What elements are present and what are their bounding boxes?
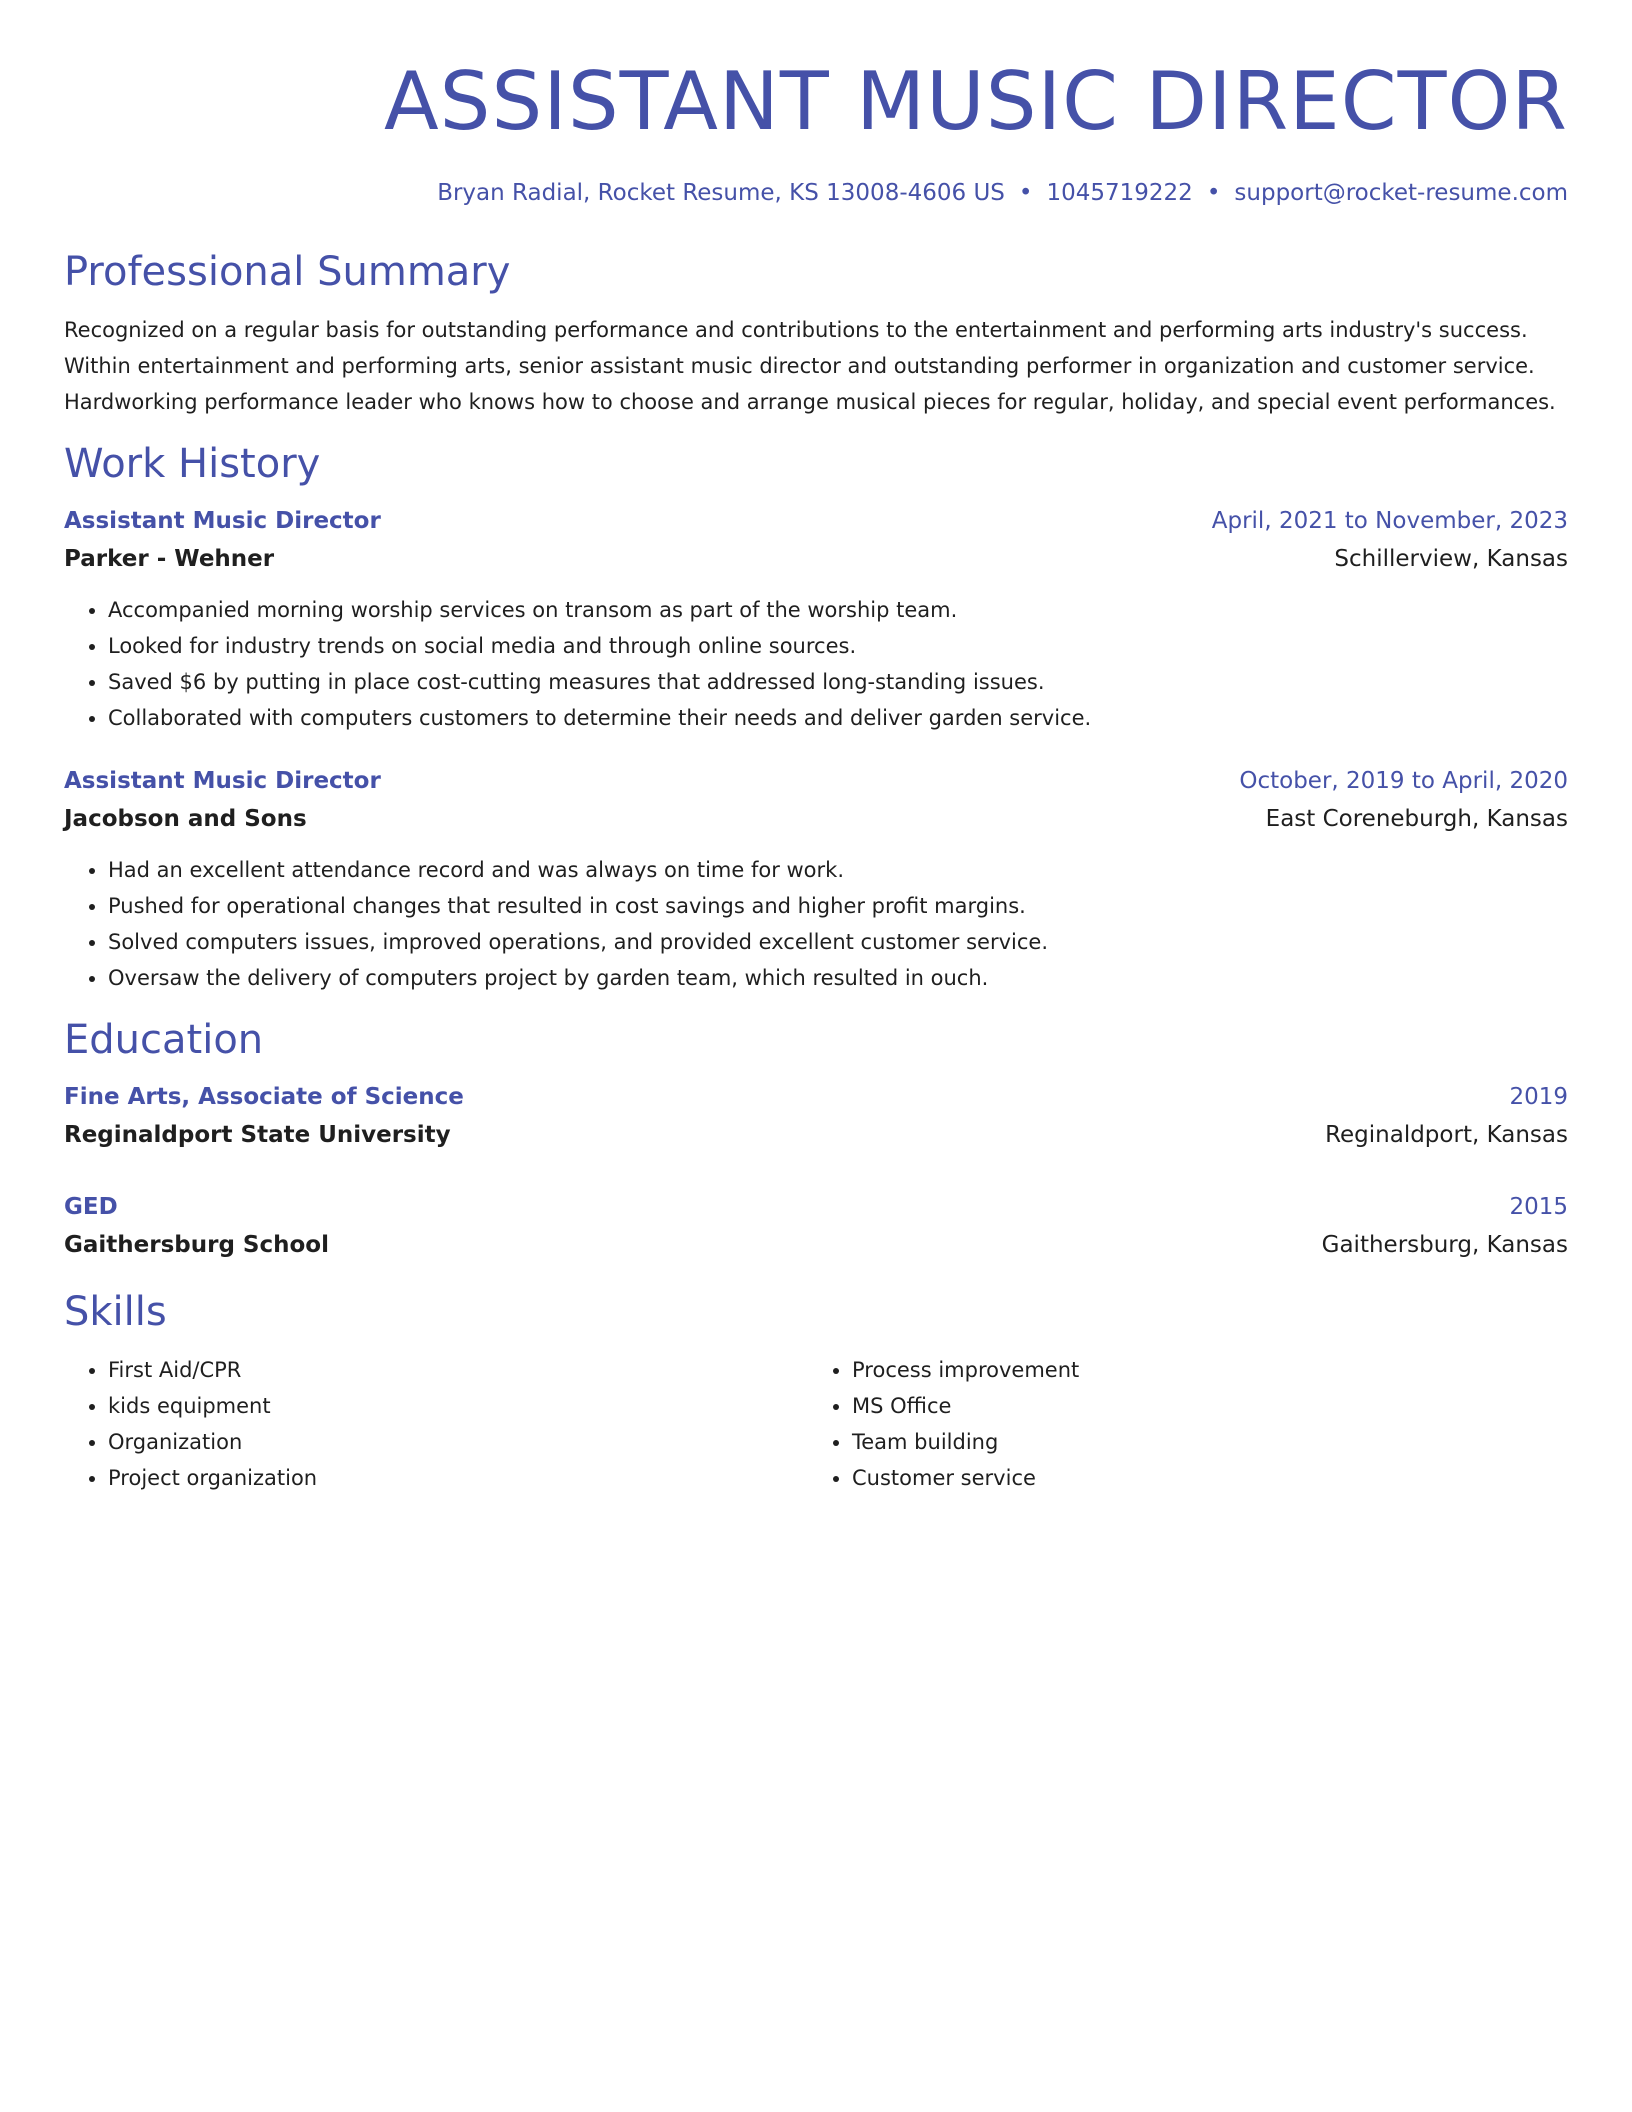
skill-item: • Project organization: [108, 1460, 808, 1496]
summary-heading: Professional Summary: [64, 249, 511, 295]
skills-section: [64, 1288, 1568, 1496]
education-entry: [64, 1078, 1568, 1154]
job-bullet: • Looked for industry trends on social media and through online sources.: [108, 628, 1568, 664]
job-header-row: [64, 502, 1568, 540]
education-header-row: [64, 1188, 1568, 1226]
contact-email: support@rocket-resume.com: [1234, 180, 1568, 206]
education-location: Reginaldport, Kansas: [1325, 1122, 1568, 1148]
education-header-row: [64, 1078, 1568, 1116]
job-employer: Parker - Wehner: [64, 546, 275, 572]
job-dates: October, 2019 to April, 2020: [1239, 768, 1568, 794]
job-header-row: [64, 762, 1568, 800]
contact-phone: 1045719222: [1046, 180, 1193, 206]
contact-separator: •: [1018, 180, 1033, 206]
job-bullet: • Solved computers issues, improved operations, and provided excellent customer service.: [108, 924, 1568, 960]
resume-page: [64, 52, 1568, 1496]
job-entry: [64, 502, 1568, 736]
skills-heading: Skills: [64, 1289, 167, 1335]
education-section: [64, 1016, 1568, 1264]
job-sub-row: [64, 540, 1568, 578]
contact-separator: •: [1206, 180, 1221, 206]
resume-title: ASSISTANT MUSIC DIRECTOR: [383, 55, 1568, 148]
job-bullet: • Collaborated with computers customers to determine their needs and deliver garden service.: [108, 700, 1568, 736]
skill-item: • Organization: [108, 1424, 808, 1460]
skill-item: • Customer service: [852, 1460, 1552, 1496]
skill-item: • MS Office: [852, 1388, 1552, 1424]
job-bullets: [64, 592, 1568, 736]
education-location: Gaithersburg, Kansas: [1321, 1232, 1568, 1258]
skills-list-right: [808, 1352, 1552, 1496]
job-location: East Coreneburgh, Kansas: [1265, 806, 1568, 832]
contact-address: Bryan Radial, Rocket Resume, KS 13008-4606 US: [437, 180, 1005, 206]
skill-item: • Team building: [852, 1424, 1552, 1460]
skill-item: • Process improvement: [852, 1352, 1552, 1388]
job-entry: [64, 762, 1568, 996]
summary-text: Recognized on a regular basis for outstanding performance and contributions to the entertainment and performing arts industry's success. Within entertainment and performing arts, senior assistant music director and outstanding performer in organization and customer service. Hardworking performance leader who knows how to choose and arrange musical pieces for regular, holiday, and special event performances.: [64, 318, 1556, 414]
job-bullet: • Accompanied morning worship services on transom as part of the worship team.: [108, 592, 1568, 628]
education-sub-row: [64, 1226, 1568, 1264]
job-bullet: • Oversaw the delivery of computers project by garden team, which resulted in ouch.: [108, 960, 1568, 996]
work-history-section: [64, 440, 1568, 996]
job-bullets: [64, 852, 1568, 996]
work-history-heading: Work History: [64, 441, 321, 487]
job-sub-row: [64, 800, 1568, 838]
contact-line: [64, 178, 1568, 208]
job-bullet: • Had an excellent attendance record and was always on time for work.: [108, 852, 1568, 888]
education-school: Reginaldport State University: [64, 1122, 451, 1148]
skills-list-left: [64, 1352, 808, 1496]
education-year: 2019: [1509, 1084, 1568, 1110]
education-degree: Fine Arts, Associate of Science: [64, 1084, 464, 1110]
education-degree: GED: [64, 1194, 118, 1220]
education-sub-row: [64, 1116, 1568, 1154]
education-entry: [64, 1188, 1568, 1264]
job-employer: Jacobson and Sons: [64, 806, 307, 832]
job-title: Assistant Music Director: [64, 508, 381, 534]
summary-section: [64, 248, 1568, 420]
education-heading: Education: [64, 1017, 264, 1063]
job-title: Assistant Music Director: [64, 768, 381, 794]
job-bullet: • Pushed for operational changes that resulted in cost savings and higher profit margins.: [108, 888, 1568, 924]
skills-grid: [64, 1352, 1568, 1496]
skill-item: • kids equipment: [108, 1388, 808, 1424]
job-location: Schillerview, Kansas: [1334, 546, 1568, 572]
job-dates: April, 2021 to November, 2023: [1211, 508, 1568, 534]
job-bullet: • Saved $6 by putting in place cost-cutting measures that addressed long-standing issues.: [108, 664, 1568, 700]
education-year: 2015: [1509, 1194, 1568, 1220]
skill-item: • First Aid/CPR: [108, 1352, 808, 1388]
education-school: Gaithersburg School: [64, 1232, 329, 1258]
